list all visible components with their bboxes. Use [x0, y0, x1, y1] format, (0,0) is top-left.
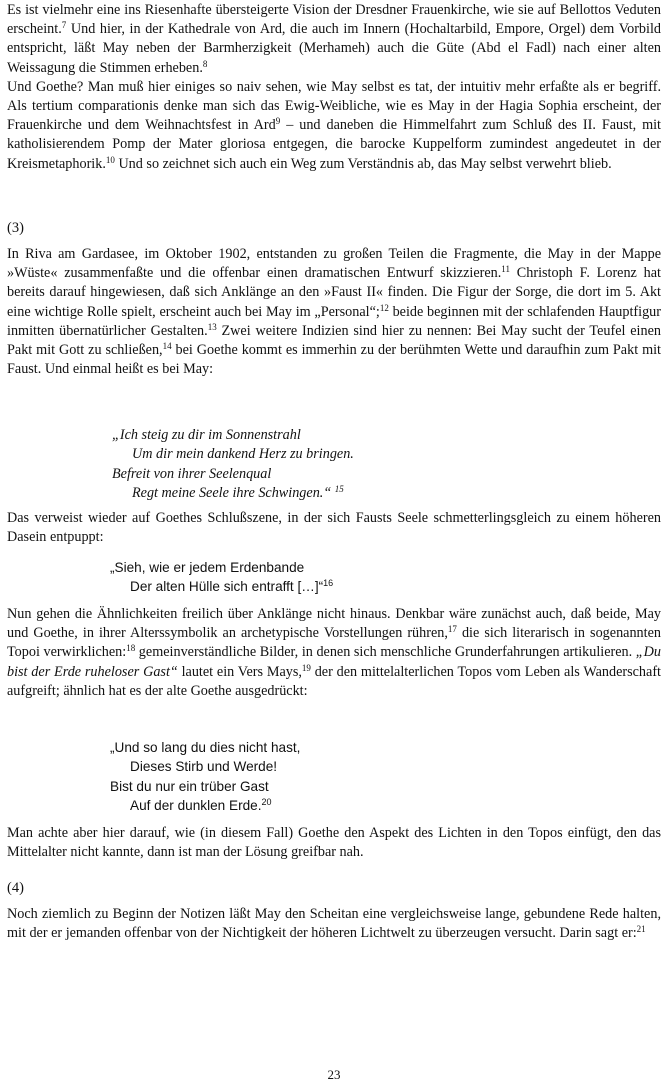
text-run: gemeinverständliche Bilder, in denen sich menschliche Grunderfahrungen artikulieren.	[135, 644, 636, 661]
text-run: Nun gehen die Ähnlichkeiten freilich über Anklänge nicht hinaus. Denkbar wäre zunächst auch, daß beide, May und Goethe, in ihrer Alterssymbolik an archetypische Vorstellungen rühren,	[7, 606, 661, 642]
section-number-3: (3)	[7, 220, 24, 236]
footnote-marker: 13	[207, 321, 217, 332]
poem-line	[110, 558, 333, 577]
poem-line-text: Bist du nur ein trüber Gast	[110, 778, 269, 794]
footnote-marker: 7	[61, 20, 67, 31]
paragraph-4	[7, 509, 661, 547]
text-run: lautet ein Vers Mays,	[177, 663, 302, 680]
footnote-marker: 18	[126, 643, 136, 654]
footnote-marker: 9	[275, 116, 281, 127]
text-run: Man achte aber hier darauf, wie (in diesem Fall) Goethe den Aspekt des Lichten in den Topos einfügt, den das Mittelalter nicht kannte, dann ist man der Lösung greifbar nah.	[7, 825, 661, 861]
poem-line	[110, 796, 300, 815]
paragraph-3	[7, 245, 661, 379]
text-run: Noch ziemlich zu Beginn der Notizen läßt May den Scheitan eine vergleichsweise lange, gebundene Rede halten, mit der er jemanden offenbar von der Nichtigkeit der höheren Lichtwelt zu überzeugen versucht. Darin sagt er:	[7, 906, 661, 942]
poem-line-text: „Und so lang du dies nicht hast,	[110, 740, 301, 755]
poem-line-text: Befreit von ihrer Seelenqual	[112, 465, 272, 482]
poem-line-text: Dieses Stirb und Werde!	[130, 759, 278, 775]
poem-line-text: Der alten Hülle sich entrafft […]“	[130, 579, 324, 595]
paragraph-6	[7, 824, 661, 862]
text-run: Es ist vielmehr eine ins Riesenhafte übersteigerte Vision der Dresdner Frauenkirche, wie sie auf Bellottos Veduten erscheint.	[7, 2, 661, 38]
paragraph-5	[7, 605, 661, 701]
poem-line	[110, 577, 333, 596]
text-run: Und hier, in der Kathedrale von Ard, die auch im Innern (Hochaltarbild, Empore, Orgel) dem Vorbild entspricht, läßt May neben der Barmherzigkeit (Merhameh) auch die Güte (Abd el Fadl) nach einer alten Weissagung die Stimmen erheben.	[7, 21, 661, 76]
footnote-marker: 15	[334, 483, 344, 494]
poem-line-text: Um dir mein dankend Herz zu bringen.	[132, 446, 354, 463]
poem-line	[112, 465, 354, 484]
text-run: Und Goethe? Man muß hier einiges so naiv sehen, wie May selbst es tat, der intuitiv mehr erfaßte als er begriff. Als tertium comparationis denke man sich das Ewig-Weibliche, wie es May in der Hagia Sophia erscheint, der Frauenkirche und dem Weihnachtsfest in Ard	[7, 78, 661, 134]
footnote-marker: 11	[501, 264, 510, 275]
text-run: Und so zeichnet sich auch ein Weg zum Verständnis ab, das May selbst verwehrt blieb.	[114, 155, 612, 172]
paragraph-6-text	[7, 824, 661, 862]
paragraph-1-text	[7, 1, 661, 78]
text-run: In Riva am Gardasee, im Oktober 1902, entstanden zu großen Teilen die Fragmente, die May in der Mappe »Wüste« zusammenfaßte und die offenbar einen dramatischen Entwurf skizzieren.	[7, 246, 661, 282]
text-run: der den mittelalterlichen Topos vom Leben als Wanderschaft aufgreift; ähnlich hat es der alte Goethe ausgedrückt:	[7, 663, 661, 699]
footnote-marker: 12	[379, 302, 389, 313]
section-number-4: (4)	[7, 880, 24, 896]
poem-line	[110, 738, 300, 757]
footnote-marker: 10	[105, 154, 115, 165]
italic-quote: „Du bist der Erde ruheloser Gast“	[7, 644, 661, 680]
text-run: Das verweist wieder auf Goethes Schlußszene, in der sich Fausts Seele schmetterlingsgleich zu einem höheren Dasein entpuppt:	[7, 510, 661, 546]
paragraph-5-text	[7, 605, 661, 701]
poem-line-text: „Ich steig zu dir im Sonnenstrahl	[112, 427, 301, 443]
poem-line	[110, 757, 300, 776]
page-number: 23	[327, 1067, 341, 1082]
poem-quote-goethe-faust	[110, 558, 333, 597]
poem-line	[112, 484, 354, 503]
footnote-marker: 19	[301, 662, 311, 673]
footnote-marker: 17	[447, 624, 457, 635]
poem-line	[112, 445, 354, 464]
footnote-marker: 20	[261, 797, 272, 808]
footnote-marker: 21	[636, 924, 646, 935]
footnote-marker: 8	[202, 58, 208, 69]
text-run: Zwei weitere Indizien sind hier zu nennen: Bei May sucht der Teufel einen Pakt mit Gott zu schließen,	[7, 322, 661, 359]
poem-line-text: Regt meine Seele ihre Schwingen.“	[132, 484, 335, 501]
text-run: – und daneben die Himmelfahrt zum Schluß des II. Faust, mit katholisierendem Pomp der Mater gloriosa entgegen, die barocke Kuppelform zumindest angedeutet in der Kreismetaphorik.	[7, 117, 661, 172]
paragraph-1	[7, 1, 661, 174]
poem-line	[112, 426, 354, 445]
text-run: die sich literarisch in sogenannten Topoi verwirklichen:	[7, 625, 661, 661]
poem-line-text: Auf der dunklen Erde.	[130, 798, 262, 814]
poem-quote-goethe-selige-sehnsucht	[110, 738, 300, 816]
poem-line-text: „Sieh, wie er jedem Erdenbande	[110, 560, 305, 575]
paragraph-7	[7, 905, 661, 943]
text-run: beide beginnen mit der schlafenden Hauptfigur inmitten übernatürlicher Gestalten.	[7, 303, 661, 339]
paragraph-7-text	[7, 905, 661, 943]
text-run: Christoph F. Lorenz hat bereits darauf hingewiesen, daß sich Anklänge an den »Faust II« finden. Die Figur der Sorge, die dort im 5. Akt eine wichtige Rolle spielt, erscheint auch bei May im „Personal“;	[7, 265, 662, 320]
poem-quote-may	[112, 426, 354, 503]
poem-line	[110, 777, 300, 796]
footnote-marker: 16	[323, 578, 334, 589]
paragraph-3-text	[7, 245, 661, 379]
paragraph-4-text	[7, 509, 661, 547]
text-run: bei Goethe kommt es immerhin zu der berühmten Wette und daraufhin zum Pakt mit Faust. Und einmal heißt es bei May:	[7, 342, 661, 378]
paragraph-2-text	[7, 78, 661, 174]
footnote-marker: 14	[162, 341, 172, 352]
